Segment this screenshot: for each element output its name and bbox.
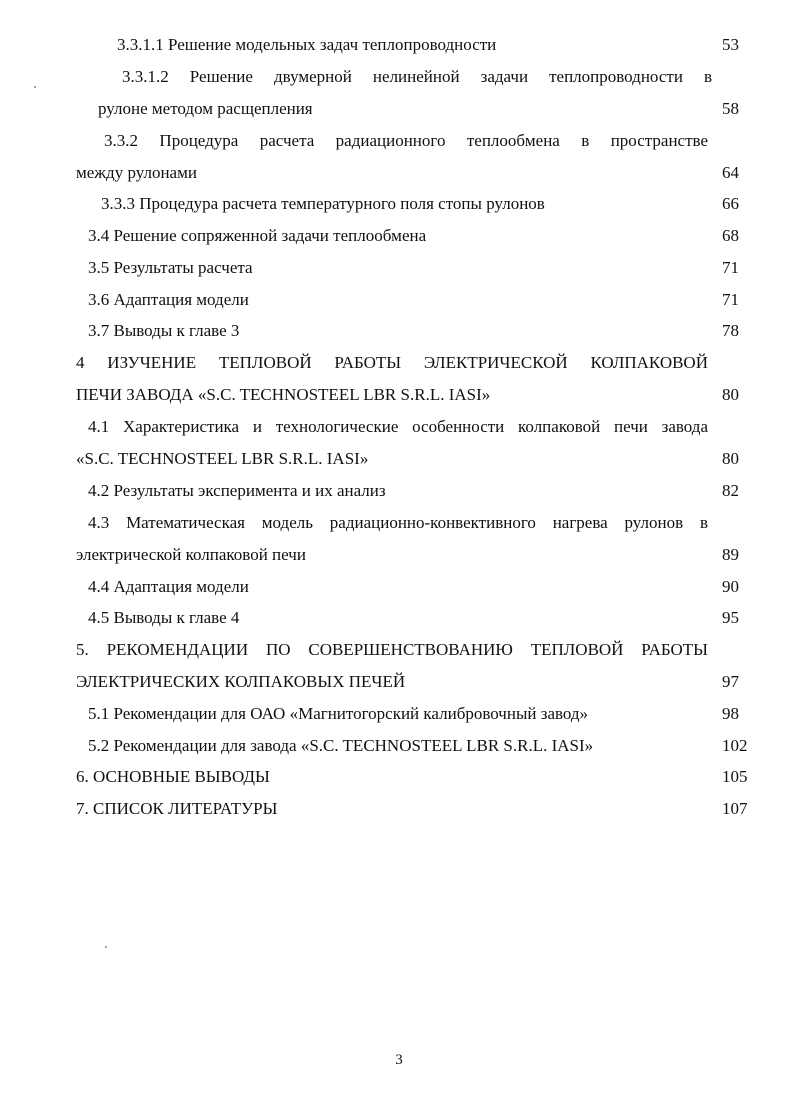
toc-entry-title-continuation: электрической колпаковой печи [76, 545, 306, 564]
toc-entry-title: 3.3.2 Процедура расчета радиационного теплообмена в пространстве [104, 131, 708, 150]
toc-entry-title: 6. ОСНОВНЫЕ ВЫВОДЫ [76, 767, 270, 786]
toc-entry-page: 98 [722, 704, 739, 723]
toc-entry-page: 89 [722, 545, 739, 564]
toc-entry-page: 53 [722, 35, 739, 54]
toc-entry-page: 66 [722, 194, 739, 213]
toc-entry-title: 5.1 Рекомендации для ОАО «Магнитогорский калибровочный завод» [88, 704, 589, 723]
toc-entry-title: 3.5 Результаты расчета [88, 258, 253, 277]
toc-entry-title-continuation: между рулонами [76, 163, 197, 182]
toc-entry-title-continuation: ЭЛЕКТРИЧЕСКИХ КОЛПАКОВЫХ ПЕЧЕЙ [76, 672, 406, 691]
toc-entry-title-continuation: ПЕЧИ ЗАВОДА «S.C. TECHNOSTEEL LBR S.R.L. IASI» [76, 385, 491, 404]
toc-entry-page: 95 [722, 608, 739, 627]
toc-entry-title: 3.4 Решение сопряженной задачи теплообмена [88, 226, 427, 245]
toc-entry-title: 3.6 Адаптация модели [88, 290, 249, 309]
toc-entry-title: 4.5 Выводы к главе 4 [88, 608, 240, 627]
toc-entry-title: 4.3 Математическая модель радиационно-конвективного нагрева рулонов в [88, 513, 708, 532]
toc-entry-page: 71 [722, 258, 739, 277]
toc-entry-title: 4.4 Адаптация модели [88, 577, 249, 596]
toc-entry-title: 4.2 Результаты эксперимента и их анализ [88, 481, 386, 500]
toc-entry-page: 102 [722, 736, 748, 755]
toc-entry-page: 80 [722, 449, 739, 468]
toc-entry-title: 4 ИЗУЧЕНИЕ ТЕПЛОВОЙ РАБОТЫ ЭЛЕКТРИЧЕСКОЙ КОЛПАКОВОЙ [76, 353, 708, 372]
toc-entry-page: 90 [722, 577, 739, 596]
toc-entry-page: 58 [722, 99, 739, 118]
scan-speck [105, 946, 107, 948]
toc-entry-title: 3.3.1.1 Решение модельных задач теплопроводности [117, 35, 497, 54]
toc-entry-page: 78 [722, 321, 739, 340]
scan-speck [34, 86, 36, 88]
toc-entry-title-continuation: рулоне методом расщепления [98, 99, 313, 118]
toc-entry-title: 7. СПИСОК ЛИТЕРАТУРЫ [76, 799, 278, 818]
toc-entry-page: 80 [722, 385, 739, 404]
toc-entry-page: 64 [722, 163, 739, 182]
toc-entry-page: 107 [722, 799, 748, 818]
toc-entry-page: 68 [722, 226, 739, 245]
toc-entry-title: 5. РЕКОМЕНДАЦИИ ПО СОВЕРШЕНСТВОВАНИЮ ТЕПЛОВОЙ РАБОТЫ [76, 640, 708, 659]
toc-entry-title: 4.1 Характеристика и технологические особенности колпаковой печи завода [88, 417, 708, 436]
toc-entry-title: 3.7 Выводы к главе 3 [88, 321, 240, 340]
toc-entry-title: 3.3.3 Процедура расчета температурного поля стопы рулонов [101, 194, 545, 213]
toc-entry-title: 3.3.1.2 Решение двумерной нелинейной задачи теплопроводности в [122, 67, 712, 86]
toc-entry-page: 105 [722, 767, 748, 786]
toc-entry-page: 71 [722, 290, 739, 309]
toc-entry-page: 97 [722, 672, 739, 691]
toc-entry-title-continuation: «S.C. TECHNOSTEEL LBR S.R.L. IASI» [76, 449, 369, 468]
toc-entry-page: 82 [722, 481, 739, 500]
page-number: 3 [395, 1052, 403, 1068]
toc-entry-title: 5.2 Рекомендации для завода «S.C. TECHNOSTEEL LBR S.R.L. IASI» [88, 736, 594, 755]
